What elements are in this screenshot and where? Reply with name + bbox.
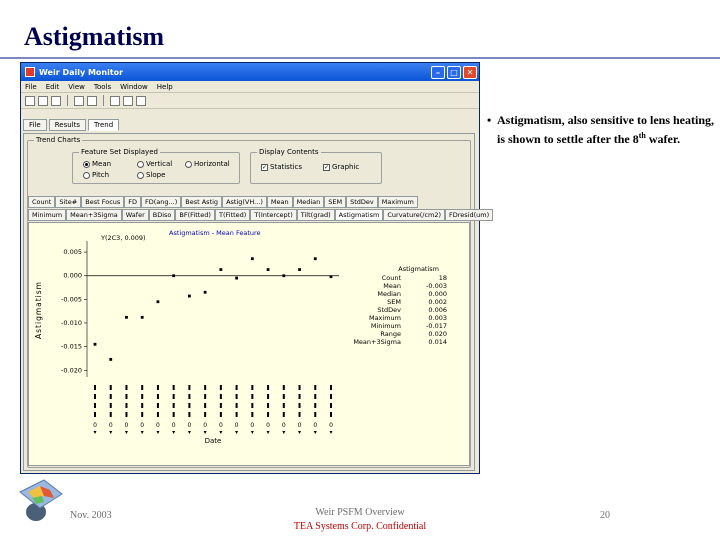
open-icon[interactable] <box>38 96 48 106</box>
stats-heading: Astigmatism <box>398 265 439 273</box>
data-point <box>251 257 254 260</box>
x-tick-glyph <box>251 403 253 408</box>
data-point <box>267 268 270 271</box>
y-tick-label: 0.000 <box>63 271 82 280</box>
feature-tab[interactable]: FD(ang...) <box>141 196 181 208</box>
toolbar-separator <box>67 95 68 106</box>
x-tick-marker <box>156 431 159 434</box>
x-tick-marker <box>330 431 333 434</box>
x-tick-label: 0 <box>108 422 113 429</box>
stats-label: Count <box>381 274 401 282</box>
stats-value: 0.006 <box>428 306 447 314</box>
radio-slope-label: Slope <box>146 171 166 179</box>
footer-title: Weir PSFM Overview <box>315 507 405 518</box>
stats-value: 0.003 <box>428 314 447 322</box>
stats-label: Range <box>380 330 401 338</box>
x-tick-glyph <box>330 412 332 417</box>
x-tick-marker <box>188 431 191 434</box>
menu-help[interactable]: Help <box>156 82 173 91</box>
x-tick-glyph <box>330 403 332 408</box>
radio-icon <box>137 172 144 179</box>
x-tick-glyph <box>283 403 285 408</box>
radio-horizontal-label: Horizontal <box>194 160 230 168</box>
feature-tab[interactable]: Wafer <box>122 209 149 221</box>
x-tick-marker <box>282 431 285 434</box>
data-point <box>188 295 191 298</box>
x-tick-glyph <box>283 385 285 390</box>
x-tick-glyph <box>314 403 316 408</box>
x-tick-glyph <box>204 394 206 399</box>
x-tick-glyph <box>314 385 316 390</box>
window-title: Weir Daily Monitor <box>39 67 124 77</box>
stats-value: -0.003 <box>426 282 447 290</box>
checkbox-statistics[interactable] <box>261 163 302 171</box>
x-tick-glyph <box>141 403 143 408</box>
page-number: 20 <box>600 510 610 521</box>
feature-tab[interactable]: Mean <box>267 196 293 208</box>
feature-set-label: Feature Set Displayed <box>81 148 158 156</box>
radio-mean[interactable] <box>83 160 111 168</box>
data-point <box>141 316 144 319</box>
y-tick-label: 0.005 <box>63 248 82 257</box>
preview-icon[interactable] <box>87 96 97 106</box>
feature-tab[interactable]: BF(Fitted) <box>175 209 215 221</box>
x-tick-glyph <box>188 394 190 399</box>
menu-file[interactable]: File <box>25 82 37 91</box>
x-tick-label: 0 <box>203 422 208 429</box>
stats-value: 0.014 <box>428 338 447 346</box>
x-tick-glyph <box>110 412 112 417</box>
x-tick-glyph <box>110 385 112 390</box>
copy-icon[interactable] <box>123 96 133 106</box>
x-tick-glyph <box>188 403 190 408</box>
x-tick-glyph <box>251 394 253 399</box>
title-rule <box>0 57 720 59</box>
data-point <box>109 358 112 361</box>
stats-label: Mean+3Sigma <box>353 338 401 346</box>
x-tick-glyph <box>267 394 269 399</box>
feature-tab[interactable]: FD <box>124 196 141 208</box>
radio-pitch[interactable] <box>83 171 109 179</box>
stats-value: 0.002 <box>428 298 447 306</box>
x-tick-label: 0 <box>297 422 302 429</box>
bullet-dot: • <box>487 113 492 127</box>
x-tick-glyph <box>110 394 112 399</box>
x-tick-glyph <box>125 385 127 390</box>
x-tick-marker <box>172 431 175 434</box>
x-tick-glyph <box>299 403 301 408</box>
feature-tab[interactable]: Curvature(/cm2) <box>383 209 445 221</box>
checkbox-graphic[interactable] <box>323 163 359 171</box>
bullet-end: wafer. <box>645 132 681 146</box>
x-tick-glyph <box>173 385 175 390</box>
stats-label: StdDev <box>377 306 401 314</box>
feature-tab[interactable]: T(Fitted) <box>215 209 250 221</box>
x-tick-glyph <box>110 403 112 408</box>
paste-icon[interactable] <box>136 96 146 106</box>
trend-charts-label: Trend Charts <box>36 136 81 144</box>
data-point <box>157 300 160 303</box>
x-tick-marker <box>94 431 97 434</box>
tab-file[interactable]: File <box>23 119 47 131</box>
feature-tab[interactable]: BDiso <box>149 209 176 221</box>
bullet-point <box>485 112 715 147</box>
x-tick-glyph <box>157 385 159 390</box>
toolbar <box>21 93 479 109</box>
menu-window[interactable]: Window <box>120 82 148 91</box>
x-tick-marker <box>141 431 144 434</box>
x-tick-label: 0 <box>250 422 255 429</box>
feature-tab[interactable]: Astigmatism <box>335 209 384 221</box>
x-tick-glyph <box>141 394 143 399</box>
x-tick-glyph <box>188 385 190 390</box>
x-tick-glyph <box>125 394 127 399</box>
data-point <box>282 274 285 277</box>
x-tick-glyph <box>157 403 159 408</box>
stats-value: -0.017 <box>426 322 447 330</box>
feature-tabs-row-1 <box>28 196 418 208</box>
y-tick-label: -0.005 <box>61 295 82 304</box>
x-tick-glyph <box>220 412 222 417</box>
y-tick-label: -0.020 <box>61 366 82 375</box>
print-icon[interactable] <box>74 96 84 106</box>
data-point <box>314 257 317 260</box>
data-point <box>330 275 333 278</box>
radio-icon <box>83 161 90 168</box>
stats-label: Median <box>377 290 401 298</box>
menu-bar <box>21 81 479 93</box>
x-tick-glyph <box>141 412 143 417</box>
x-tick-glyph <box>220 403 222 408</box>
x-tick-glyph <box>94 394 96 399</box>
x-tick-glyph <box>173 394 175 399</box>
app-icon <box>25 67 35 77</box>
data-point <box>94 343 97 346</box>
feature-tab[interactable]: StdDev <box>346 196 378 208</box>
x-tick-glyph <box>125 403 127 408</box>
x-tick-label: 0 <box>140 422 145 429</box>
data-point <box>298 268 301 271</box>
save-icon[interactable] <box>51 96 61 106</box>
radio-icon <box>185 161 192 168</box>
x-tick-label: 0 <box>281 422 286 429</box>
x-tick-glyph <box>204 403 206 408</box>
stats-label: SEM <box>387 298 401 306</box>
footer-confidential: TEA Systems Corp. Confidential <box>293 521 427 532</box>
data-point <box>219 268 222 271</box>
stats-label: Maximum <box>368 314 401 322</box>
x-tick-glyph <box>236 394 238 399</box>
maximize-icon[interactable]: □ <box>447 66 461 79</box>
footer-center <box>250 506 470 534</box>
minimize-icon[interactable]: – <box>431 66 445 79</box>
stats-value: 0.000 <box>428 290 447 298</box>
x-tick-glyph <box>94 403 96 408</box>
radio-vertical-label: Vertical <box>146 160 173 168</box>
x-tick-glyph <box>267 403 269 408</box>
stats-value: 18 <box>438 274 447 282</box>
x-tick-glyph <box>299 385 301 390</box>
x-tick-label: 0 <box>124 422 129 429</box>
x-tick-glyph <box>267 385 269 390</box>
x-tick-label: 0 <box>313 422 318 429</box>
x-tick-glyph <box>267 412 269 417</box>
x-tick-label: 0 <box>218 422 223 429</box>
feature-tabs-row-2 <box>28 209 493 221</box>
feature-tab[interactable]: Site# <box>55 196 81 208</box>
check-icon: ✓ <box>324 163 330 171</box>
x-tick-marker <box>235 431 238 434</box>
x-tick-marker <box>267 431 270 434</box>
x-tick-glyph <box>251 385 253 390</box>
x-tick-glyph <box>236 385 238 390</box>
menu-tools[interactable]: Tools <box>93 82 112 91</box>
feature-tab[interactable]: SEM <box>324 196 346 208</box>
radio-mean-label: Mean <box>92 160 112 168</box>
x-tick-glyph <box>314 394 316 399</box>
feature-tab[interactable]: Mean+3Sigma <box>66 209 122 221</box>
x-tick-glyph <box>330 385 332 390</box>
radio-icon <box>137 161 144 168</box>
x-tick-glyph <box>157 412 159 417</box>
x-tick-marker <box>298 431 301 434</box>
x-tick-label: 0 <box>329 422 333 429</box>
bullet-main: Astigmatism, also sensitive to lens heating, is shown to settle after the 8 <box>497 113 714 146</box>
feature-tab[interactable]: Maximum <box>378 196 418 208</box>
x-tick-glyph <box>283 412 285 417</box>
x-tick-glyph <box>94 412 96 417</box>
x-tick-glyph <box>299 412 301 417</box>
checkbox-graphic-label: Graphic <box>332 163 360 171</box>
new-icon[interactable] <box>25 96 35 106</box>
feature-tab[interactable]: Tilt(grad) <box>297 209 335 221</box>
feature-tab[interactable]: Median <box>293 196 325 208</box>
x-tick-label: 0 <box>156 422 160 429</box>
x-tick-glyph <box>157 394 159 399</box>
chart-legend: Astigmatism - Mean Feature <box>169 229 261 237</box>
stats-label: Minimum <box>370 322 401 330</box>
x-tick-label: 0 <box>187 422 192 429</box>
bullet-sup: th <box>638 131 646 140</box>
slide-title: Astigmatism <box>24 22 165 51</box>
data-point <box>204 291 207 294</box>
x-tick-marker <box>125 431 128 434</box>
footer-date: Nov. 2003 <box>70 510 112 521</box>
x-tick-marker <box>251 431 254 434</box>
x-tick-glyph <box>283 394 285 399</box>
x-tick-glyph <box>125 412 127 417</box>
data-point <box>125 316 128 319</box>
title-bar <box>21 63 479 81</box>
stats-value: 0.020 <box>428 330 447 338</box>
trend-panel <box>23 133 490 471</box>
x-tick-glyph <box>204 385 206 390</box>
stats-label: Mean <box>383 282 401 290</box>
cut-icon[interactable] <box>110 96 120 106</box>
menu-edit[interactable]: Edit <box>45 82 60 91</box>
tab-trend[interactable]: Trend <box>88 119 119 131</box>
feature-tab[interactable]: Count <box>28 196 55 208</box>
astigmatism-chart <box>29 223 469 465</box>
feature-tab[interactable]: FDresid(um) <box>445 209 493 221</box>
y-tick-label: -0.010 <box>61 319 82 327</box>
x-tick-marker <box>109 431 112 434</box>
main-tabs <box>23 119 119 131</box>
radio-icon <box>83 172 90 179</box>
y-axis-label: Astigmatism <box>34 281 43 339</box>
x-tick-glyph <box>330 394 332 399</box>
feature-set-group <box>72 148 240 184</box>
check-icon: ✓ <box>262 163 268 171</box>
feature-tab[interactable]: Minimum <box>28 209 66 221</box>
menu-view[interactable]: View <box>68 82 85 91</box>
x-tick-marker <box>219 431 222 434</box>
x-tick-glyph <box>236 403 238 408</box>
display-contents-label: Display Contents <box>259 148 319 156</box>
chart-annotation: Y(2C3, 0.009) <box>101 234 146 242</box>
x-tick-label: 0 <box>93 422 97 429</box>
radio-pitch-label: Pitch <box>92 171 110 179</box>
x-tick-glyph <box>220 394 222 399</box>
x-tick-glyph <box>141 385 143 390</box>
x-tick-marker <box>314 431 317 434</box>
display-contents-group <box>250 148 382 184</box>
x-tick-glyph <box>204 412 206 417</box>
app-window <box>20 62 490 474</box>
feature-tab[interactable]: Best Astig <box>181 196 222 208</box>
radio-vertical[interactable] <box>137 160 172 168</box>
checkbox-statistics-label: Statistics <box>270 163 302 171</box>
data-point <box>172 274 175 277</box>
x-tick-glyph <box>94 385 96 390</box>
x-tick-label: 0 <box>234 422 239 429</box>
x-axis-label: Date <box>204 437 222 445</box>
x-tick-glyph <box>251 412 253 417</box>
x-tick-glyph <box>220 385 222 390</box>
x-tick-glyph <box>299 394 301 399</box>
x-tick-label: 0 <box>171 422 176 429</box>
close-icon[interactable]: ✕ <box>463 66 477 79</box>
x-tick-glyph <box>236 412 238 417</box>
feature-tab[interactable]: Best Focus <box>81 196 124 208</box>
toolbar-separator <box>103 95 104 106</box>
radio-horizontal[interactable] <box>185 160 230 168</box>
x-tick-glyph <box>173 412 175 417</box>
feature-tab[interactable]: T(Intercept) <box>250 209 296 221</box>
y-tick-label: -0.015 <box>61 342 82 351</box>
x-tick-label: 0 <box>266 422 270 429</box>
feature-tab[interactable]: Astig(VH...) <box>222 196 267 208</box>
radio-slope[interactable] <box>137 171 165 179</box>
tab-results[interactable]: Results <box>49 119 86 131</box>
data-point <box>235 277 238 280</box>
chart-area <box>28 222 470 466</box>
company-logo-icon <box>14 472 66 524</box>
x-tick-glyph <box>188 412 190 417</box>
bullet-text <box>485 112 715 147</box>
x-tick-marker <box>204 431 207 434</box>
x-tick-glyph <box>314 412 316 417</box>
x-tick-glyph <box>173 403 175 408</box>
